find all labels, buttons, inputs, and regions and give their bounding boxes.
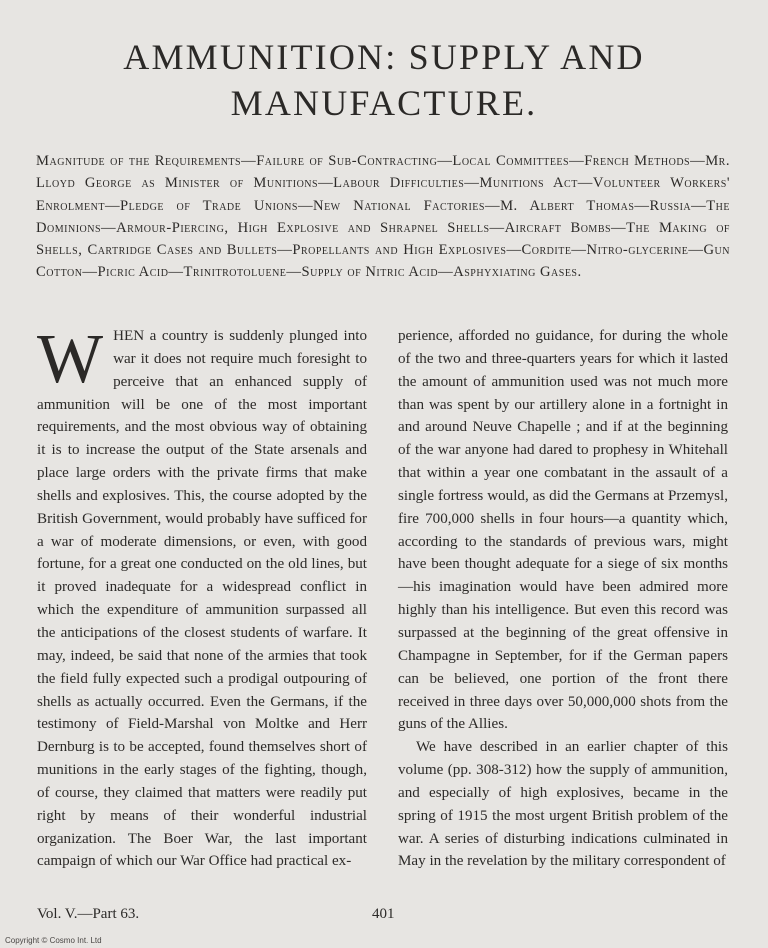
copyright-notice: Copyright © Cosmo Int. Ltd <box>5 936 102 945</box>
volume-footer: Vol. V.—Part 63. <box>37 906 140 922</box>
paragraph <box>37 321 367 873</box>
left-column <box>37 321 367 873</box>
paragraph: We have described in an earlier chapter of this volume (pp. 308-312) how the supply of ammunition, and especially of high explosives, became in the spring of 1915 the most urgent British problem of the war. A series of disturbing indications culminated in May in the revelation by the military correspondent of <box>398 739 728 870</box>
paragraph-text: HEN a country is suddenly plunged into war it does not require much foresight to perceive that an enhanced supply of ammunition will be one of the most important requirements, and the most obvious way of obtaining it is to increase the output of the State arsenals and place large orders with the private firms that make shells and explosives. This, the course adopted by the British Government, would probably have sufficed for a war of moderate dimensions, or even, with good fortune, for a great one conducted on the old lines, but it proved inadequate for a widespread conflict in which the expenditure of ammunition surpassed all the anticipations of the closest students of warfare. It may, indeed, be said that none of the armies that took the field fully expected such a prodigal outpouring of shells as actually occurred. Even the Germans, if the testimony of Field-Marshal von Moltke and Herr Dernburg is to be accepted, found themselves short of munitions in the early stages of the fighting, though, of course, they claimed that matters were readily put right by means of their wonderful industrial organization. The Boer War, the last important campaign of which our War Office had practical ex- <box>37 328 367 870</box>
chapter-summary: Magnitude of the Requirements—Failure of Sub-Contracting—Local Committees—French Methods—Mr. Lloyd George as Minister of Munitions—Labour Difficulties—Munitions Act—Volunteer Workers' Enrolment—Pledge of Trade Unions—New National Factories—M. Albert Thomas—Russia—The Dominions—Armour-Piercing, High Explosive and Shrapnel Shells—Aircraft Bombs—The Making of Shells, Cartridge Cases and Bullets—Propellants and High Explosives—Cordite—Nitro-glycerine—Gun Cotton—Picric Acid—Trinitrotoluene—Supply of Nitric Acid—Asphyxiating Gases. <box>36 153 730 281</box>
article-title: AMMUNITION: SUPPLY AND MANUFACTURE. <box>123 37 645 123</box>
right-column <box>398 325 728 873</box>
page-number: 401 <box>372 906 395 922</box>
drop-cap: W <box>37 321 104 398</box>
paragraph: perience, afforded no guidance, for during the whole of the two and three-quarters years for which it lasted the amount of ammunition used was not much more than was spent by our artillery alone in a fortnight in and around Neuve Chapelle ; and if at the beginning of the war anyone had dared to prophesy in Whitehall that within a year one combatant in the assault of a single fortress would, as did the Germans at Przemysl, fire 700,000 shells in four hours—a quantity which, according to the standards of previous wars, might have been thought adequate for a siege of six months—his imagination would have been admired more highly than his intelligence. But even this record was surpassed at the beginning of the great offensive in Champagne in September, for if the German papers can be believed, one portion of the front there received in three days over 50,000,000 shots from the guns of the Allies. <box>398 328 728 733</box>
